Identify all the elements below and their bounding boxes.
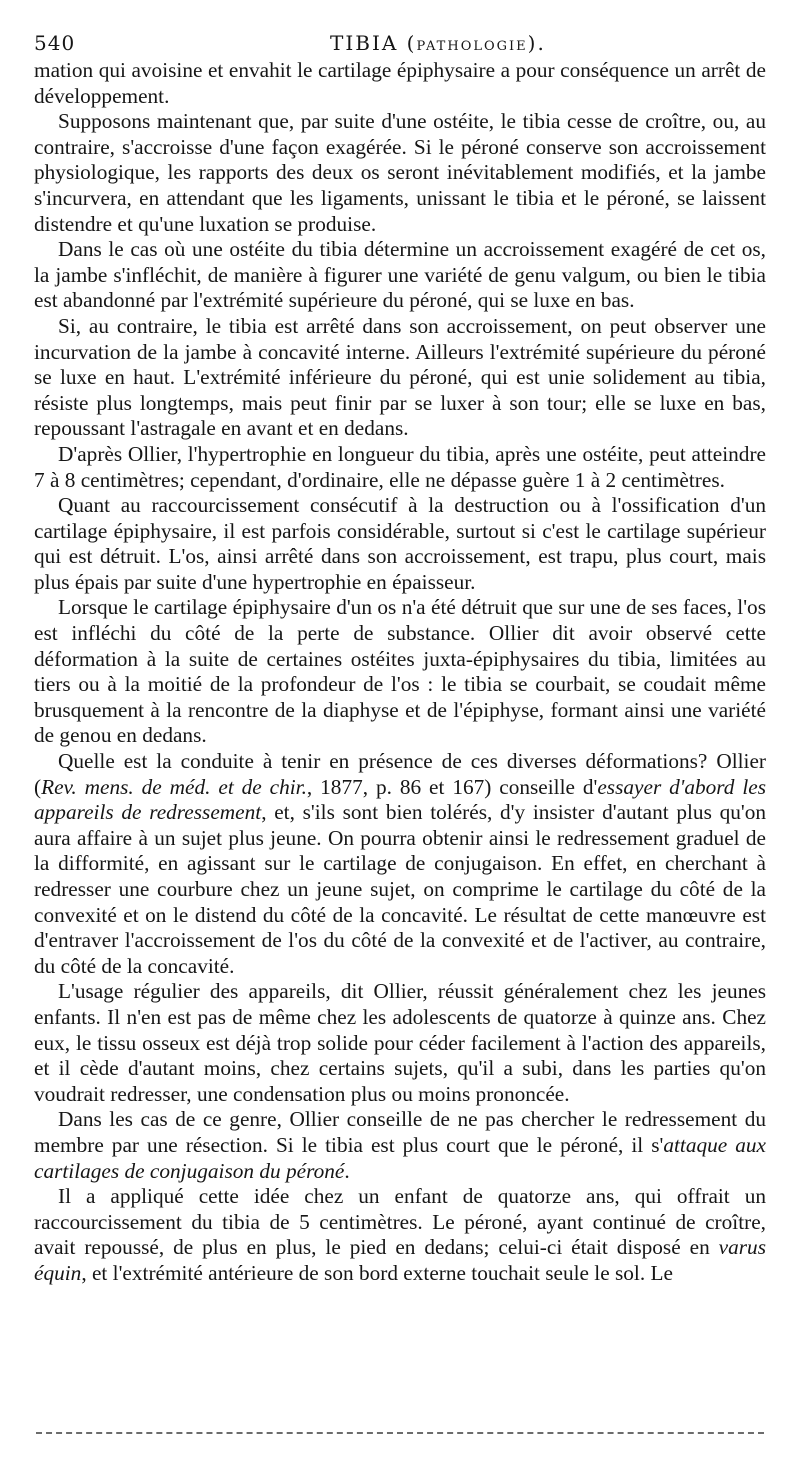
paragraph-text: Quelle est la conduite à tenir en présence de ces diverses déformations? Ollier (: [34, 749, 766, 799]
paragraph: Supposons maintenant que, par suite d'une ostéite, le tibia cesse de croître, ou, au contraire, s'accroisse d'une façon exagérée. Si le péroné conserve son accroissement physiologique, les rapports des deux os seront inévitablement modifiés, et la jambe s'incurvera, en attendant que les ligaments, unissant le tibia et le péroné, se laissent distendre et qu'une luxation se produise.: [34, 109, 766, 236]
paragraph-text: Il a appliqué cette idée chez un enfant de quatorze ans, qui offrait un raccourcissement du tibia de 5 centimètres. Le péroné, ayant continué de croître, avait repoussé, de plus en plus, le pied en dedans; celui-ci était disposé en: [34, 1184, 766, 1260]
paragraph-with-emphasis: [34, 1107, 766, 1184]
emphasis: varus équin: [34, 1235, 766, 1285]
running-title-close: ).: [527, 31, 546, 55]
running-title: [330, 28, 546, 62]
paragraph: L'usage régulier des appareils, dit Ollier, réussit généralement chez les jeunes enfants. Il n'en est pas de même chez les adolescents de quatorze à quinze ans. Chez eux, le tissu osseux est déjà trop solide pour céder facilement à l'action des appareils, et il cède d'autant moins, chez certains sujets, qu'il a subi, dans les parties qu'on voudrait redresser, une condensation plus ou moins prononcée.: [34, 979, 766, 1106]
paragraph-text: , et l'extrémité antérieure de son bord externe touchait seule le sol. Le: [81, 1260, 673, 1285]
page-number: 540: [34, 31, 76, 55]
paragraph-continued: mation qui avoisine et envahit le cartilage épiphysaire a pour conséquence un arrêt de développement.: [34, 58, 766, 108]
paragraph-with-emphasis: [34, 1184, 766, 1286]
running-head: [34, 28, 766, 58]
journal-citation: Rev. mens. de méd. et de chir.: [41, 774, 307, 799]
paragraph-text: .: [344, 1158, 350, 1183]
emphasis: attaque aux cartilages de conjugaison du péroné: [34, 1132, 766, 1183]
footer-rule: [36, 1432, 764, 1434]
running-title-main: TIBIA (: [330, 31, 417, 55]
emphasis: essayer d'abord les appareils de redressement: [34, 774, 766, 825]
paragraph: D'après Ollier, l'hypertrophie en longueur du tibia, après une ostéite, peut atteindre 7 à 8 centimètres; cependant, d'ordinaire, elle ne dépasse guère 1 à 2 centimètres.: [34, 441, 766, 492]
paragraph: Si, au contraire, le tibia est arrêté dans son accroissement, on peut observer une incurvation de la jambe à concavité interne. Ailleurs l'extrémité supérieure du péroné se luxe en haut. L'extrémité inférieure du péroné, qui est unie solidement au tibia, résiste plus longtemps, mais peut finir par se luxer à son tour; elle se luxe en bas, repoussant l'astragale en avant et en dedans.: [34, 313, 766, 441]
paragraph-with-citation: [34, 749, 766, 979]
body-text: [34, 58, 766, 1287]
paragraph-text: Dans les cas de ce genre, Ollier conseille de ne pas chercher le redressement du membre par une résection. Si le tibia est plus court que le péroné, il s': [34, 1107, 766, 1157]
paragraph: Quant au raccourcissement consécutif à la destruction ou à l'ossification d'un cartilage épiphysaire, il est parfois considérable, surtout si c'est le cartilage supérieur qui est détruit. L'os, ainsi arrêté dans son accroissement, est trapu, plus court, mais plus épais par suite d'une hypertrophie en épaisseur.: [34, 493, 766, 594]
running-title-section: PATHOLOGIE: [416, 39, 528, 54]
paragraph: Lorsque le cartilage épiphysaire d'un os n'a été détruit que sur une de ses faces, l'os est infléchi du côté de la perte de substance. Ollier dit avoir observé cette déformation à la suite de certaines ostéites juxta-épiphysaires du tibia, limitées au tiers ou à la moitié de la profondeur de l'os : le tibia se courbait, se coudait même brusquement à la rencontre de la diaphyse et de l'épiphyse, formant ainsi une variété de genou en dedans.: [34, 595, 766, 748]
paragraph-text: , et, s'ils sont bien tolérés, d'y insister d'autant plus qu'on aura affaire à un sujet plus jeune. On pourra obtenir ainsi le redressement graduel de la difformité, en agissant sur le cartilage de conjugaison. En effet, en cherchant à redresser une courbure chez un jeune sujet, on comprime le cartilage du côté de la convexité et on le distend du côté de la concavité. Le résultat de cette manœuvre est d'entraver l'accroissement de l'os du côté de la convexité et de l'activer, au contraire, du côté de la concavité.: [34, 800, 767, 978]
paragraph-text: , 1877, p. 86 et 167) conseille d': [306, 774, 598, 799]
paragraph: Dans le cas où une ostéite du tibia détermine un accroissement exagéré de cet os, la jambe s'infléchit, de manière à figurer une variété de genu valgum, ou bien le tibia est abandonné par l'extrémité supérieure du péroné, qui se luxe en bas.: [34, 237, 766, 313]
